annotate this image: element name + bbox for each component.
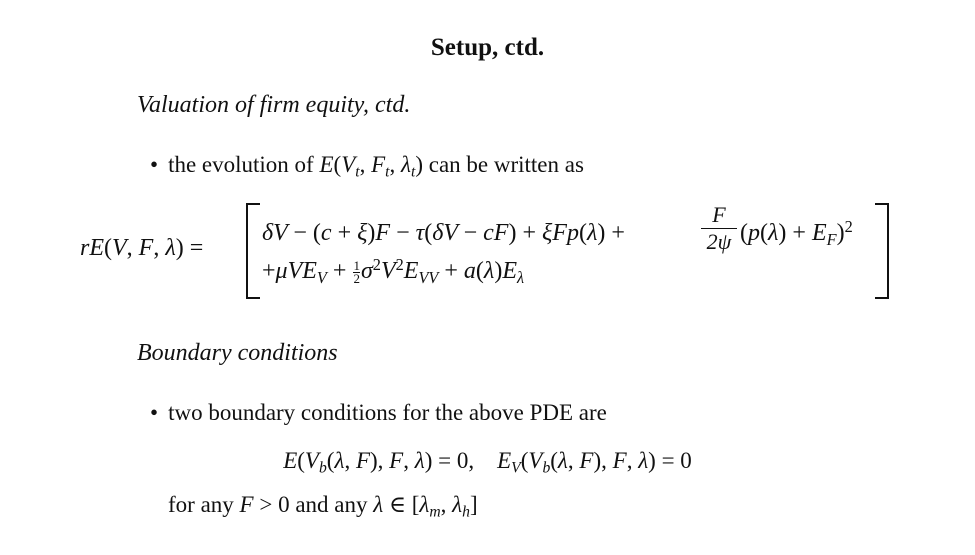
section-heading-valuation: Valuation of firm equity, ctd. bbox=[137, 92, 411, 118]
bullet-evolution-text: the evolution of bbox=[168, 152, 314, 177]
slide-title: Setup, ctd. bbox=[430, 34, 545, 61]
fraction-denominator: 2ψ bbox=[706, 229, 732, 254]
one-half: $\frac{1}{2}$ bbox=[353, 257, 360, 286]
bullet-boundary bbox=[150, 400, 607, 426]
bullet-dot-icon: • bbox=[150, 400, 159, 425]
equation-fraction bbox=[701, 203, 737, 254]
fraction-numerator: F bbox=[712, 202, 726, 227]
equation-line-1: δV − (c + ξ)F − τ(δV − cF) + ξFp(λ) + bbox=[262, 220, 625, 246]
bullet-evolution-suffix: can be written as bbox=[428, 152, 584, 177]
bullet-evolution bbox=[150, 152, 584, 181]
left-bracket bbox=[246, 203, 260, 299]
boundary-equation: $E(V_b(\lambda$, F), F, λ) = 0, $E_V(V_b(\lambda$, F), F, λ) = 0 bbox=[283, 448, 692, 477]
equation-line-2: +μVE$_V$ + $\frac{1}{2}$ $\sigma^2V^2E_{VV} + a(\lambda)E_\lambda$ bbox=[262, 254, 525, 287]
equation-line-1-tail: $(p(\lambda) + E_F)^2$ bbox=[740, 216, 853, 249]
equation-lhs: rE(V, F, λ) = bbox=[80, 235, 204, 261]
bullet-boundary-text: two boundary conditions for the above PDE are bbox=[168, 400, 607, 425]
evolution-expression: $E(V_t$, $F_t$, $\lambda_t$) bbox=[319, 152, 423, 181]
section-heading-boundary: Boundary conditions bbox=[137, 340, 338, 366]
bullet-dot-icon: • bbox=[150, 152, 159, 177]
for-any-condition: for any F > 0 and any λ ∈ [$\lambda_m$, $\lambda_h$] bbox=[168, 492, 478, 521]
right-bracket bbox=[875, 203, 889, 299]
